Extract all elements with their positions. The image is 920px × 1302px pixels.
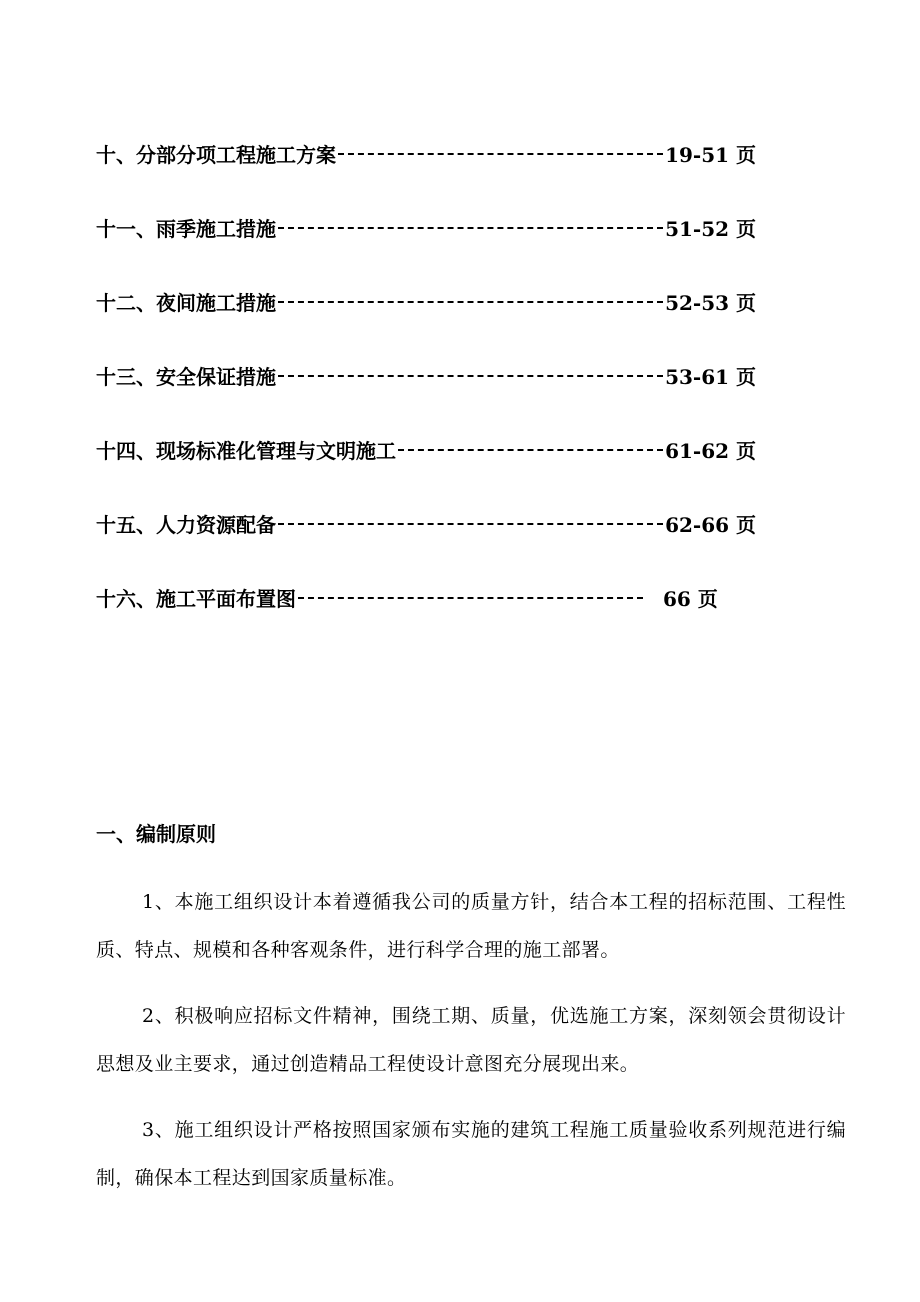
toc-entry	[96, 412, 756, 486]
toc-entry	[96, 486, 756, 560]
toc-entry-page: 66 页	[663, 586, 718, 611]
section-body	[96, 878, 846, 1220]
toc-leader-dashes	[278, 523, 663, 525]
body-paragraph: 3、施工组织设计严格按照国家颁布实施的建筑工程施工质量验收系列规范进行编制，确保本工程达到国家质量标准。	[96, 1119, 846, 1189]
toc-leader-dashes	[278, 375, 663, 377]
body-paragraph: 2、积极响应招标文件精神，围绕工期、质量，优选施工方案，深刻领会贯彻设计思想及业主要求，通过创造精品工程使设计意图充分展现出来。	[96, 1005, 846, 1075]
table-of-contents	[96, 116, 756, 634]
toc-entry-title: 十五、人力资源配备	[96, 512, 276, 537]
toc-entry-page: 51-52 页	[665, 216, 756, 241]
toc-entry	[96, 560, 756, 634]
toc-leader-dashes	[278, 227, 663, 229]
toc-entry-title: 十一、雨季施工措施	[96, 216, 276, 241]
body-paragraph: 1、本施工组织设计本着遵循我公司的质量方针，结合本工程的招标范围、工程性质、特点、规模和各种客观条件，进行科学合理的施工部署。	[96, 891, 846, 961]
toc-entry	[96, 190, 756, 264]
toc-leader-dashes	[338, 153, 663, 155]
toc-entry-page: 53-61 页	[665, 364, 756, 389]
toc-entry	[96, 116, 756, 190]
toc-entry-title: 十、分部分项工程施工方案	[96, 142, 336, 167]
toc-leader-dashes	[398, 449, 663, 451]
toc-entry	[96, 338, 756, 412]
toc-entry-title: 十六、施工平面布置图	[96, 586, 296, 611]
toc-leader-dashes	[278, 301, 663, 303]
toc-entry-title: 十四、现场标准化管理与文明施工	[96, 438, 396, 463]
toc-entry-title: 十三、安全保证措施	[96, 364, 276, 389]
toc-leader-dashes	[298, 597, 643, 599]
section-heading: 一、编制原则	[96, 822, 216, 846]
toc-entry-page: 62-66 页	[665, 512, 756, 537]
toc-entry-page: 19-51 页	[665, 142, 756, 167]
toc-entry-page: 61-62 页	[665, 438, 756, 463]
toc-entry-title: 十二、夜间施工措施	[96, 290, 276, 315]
toc-entry-page: 52-53 页	[665, 290, 756, 315]
toc-entry	[96, 264, 756, 338]
